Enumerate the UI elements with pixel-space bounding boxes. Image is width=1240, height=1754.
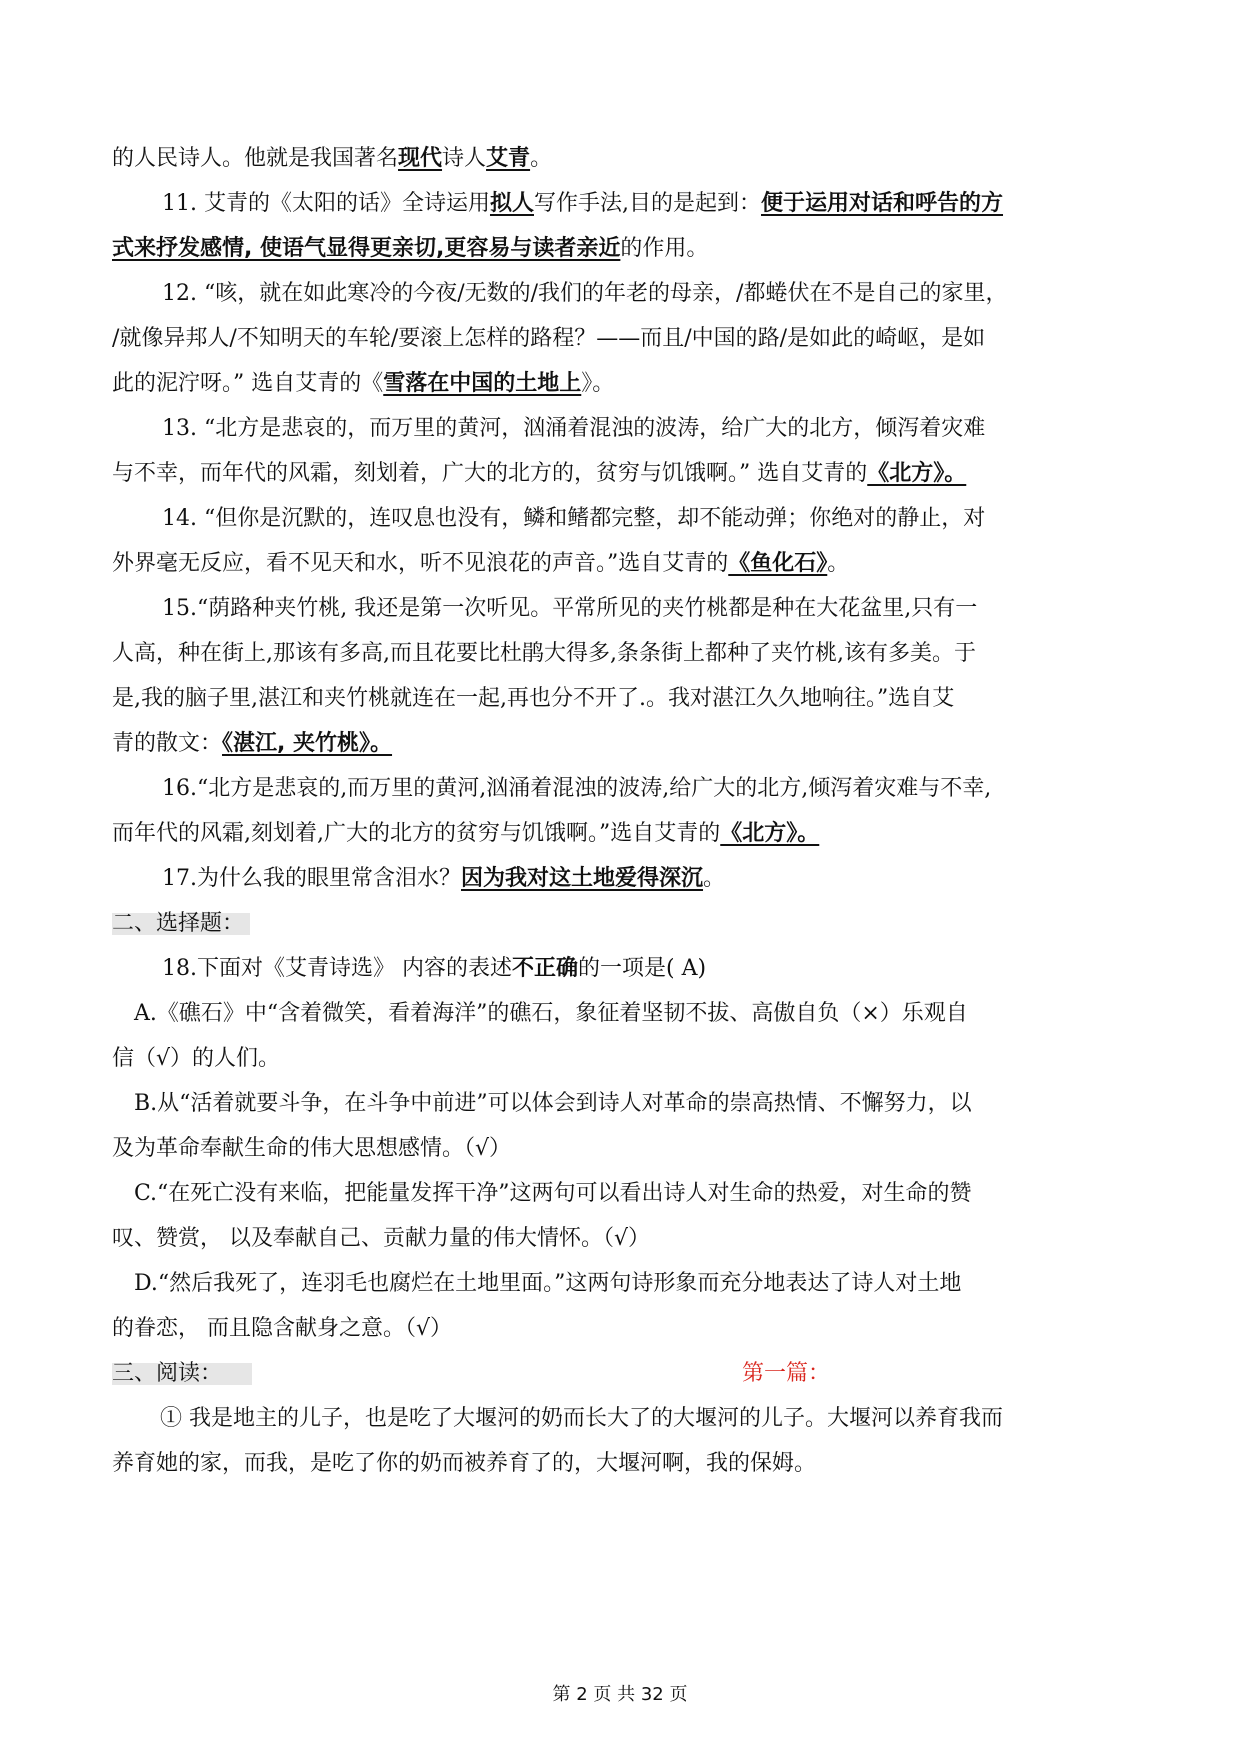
text: ① 我是地主的儿子，也是吃了大堰河的奶而长大了的大堰河的儿子。大堰河以养育我而 <box>160 1406 1003 1431</box>
text: 此的泥泞呀。” 选自艾青的《 <box>112 371 384 396</box>
part-title: 第一篇： <box>742 1361 831 1386</box>
text: 而年代的风霜,刻划着,广大的北方的贫穷与饥饿啊。”选自艾青的 <box>112 821 721 846</box>
text-line <box>112 733 1130 755</box>
text: 诗人 <box>442 146 487 171</box>
text-line <box>112 1318 1130 1340</box>
section-heading <box>112 1363 1130 1385</box>
text: C.“在死亡没有来临，把能量发挥干净”这两句可以看出诗人对生命的热爱，对生命的赞 <box>134 1181 972 1206</box>
text: 是,我的脑子里,湛江和夹竹桃就连在一起,再也分不开了.。我对湛江久久地响往。”选自艾 <box>112 686 955 711</box>
answer: 便于运用对话和呼告的方 <box>761 191 1004 216</box>
text-line <box>112 1228 1130 1250</box>
section-heading <box>112 913 1130 935</box>
text-line <box>112 1453 1130 1475</box>
text-line <box>112 823 1130 845</box>
page-footer: 第 2 页 共 32 页 <box>552 1684 688 1705</box>
text-line <box>112 373 1130 395</box>
text: 信（√）的人们。 <box>112 1046 281 1071</box>
text-line <box>112 238 1130 260</box>
section-title: 二、选择题： <box>112 913 250 935</box>
text: 及为革命奉献生命的伟大思想感情。（√） <box>112 1136 512 1161</box>
answer: 《北方》。 <box>867 461 967 486</box>
text: D.“然后我死了，连羽毛也腐烂在土地里面。”这两句诗形象而充分地表达了诗人对土地 <box>134 1271 962 1296</box>
question-13 <box>162 418 1130 440</box>
answer: 式来抒发感情, 使语气显得更亲切,更容易与读者亲近 <box>112 236 621 261</box>
emphasis: 不正确 <box>511 956 578 981</box>
answer: 艾青 <box>486 146 531 171</box>
text: 外界毫无反应，看不见天和水，听不见浪花的声音。”选自艾青的 <box>112 551 729 576</box>
text: 17.为什么我的眼里常含泪水？ <box>162 866 461 891</box>
option-c <box>134 1183 1130 1205</box>
question-18 <box>162 958 1130 980</box>
text: 人高，种在街上,那该有多高,而且花要比杜鹃大得多,条条街上都种了夹竹桃,该有多美。于 <box>112 641 976 666</box>
text-line <box>112 1138 1130 1160</box>
text: 的一项是( A) <box>578 956 707 981</box>
paragraph-1 <box>160 1408 1130 1430</box>
question-15 <box>162 598 1130 620</box>
answer: 《鱼化石》 <box>728 551 828 576</box>
text: B.从“活着就要斗争，在斗争中前进”可以体会到诗人对革命的崇高热情、不懈努力，以 <box>134 1091 972 1116</box>
text: 青的散文： <box>112 731 223 756</box>
text: 16.“北方是悲哀的,而万里的黄河,汹涌着混浊的波涛,给广大的北方,倾泻着灾难与不幸, <box>162 776 992 801</box>
text: 。 <box>703 866 726 891</box>
option-b <box>134 1093 1130 1115</box>
text: 15.“荫路种夹竹桃, 我还是第一次听见。平常所见的夹竹桃都是种在大花盆里,只有一 <box>162 596 978 621</box>
question-16 <box>162 778 1130 800</box>
text: 养育她的家，而我，是吃了你的奶而被养育了的，大堰河啊，我的保姆。 <box>112 1451 817 1476</box>
question-12 <box>162 283 1130 305</box>
answer: 《北方》。 <box>720 821 820 846</box>
text: 的作用。 <box>620 236 709 261</box>
section-title: 三、阅读： <box>112 1363 252 1385</box>
text: 12. “咳，就在如此寒冷的今夜/无数的/我们的年老的母亲，/都蜷伏在不是自己的家里， <box>162 281 1008 306</box>
text: 。 <box>827 551 850 576</box>
text-line <box>112 328 1130 350</box>
text-line <box>112 1048 1130 1070</box>
text: 14. “但你是沉默的，连叹息也没有，鳞和鳍都完整，却不能动弹；你绝对的静止，对 <box>162 506 986 531</box>
answer: 雪落在中国的土地上 <box>383 371 582 396</box>
text: 的人民诗人。他就是我国著名 <box>112 146 399 171</box>
answer: 因为我对这土地爱得深沉 <box>461 866 704 891</box>
text: 叹、赞赏， 以及奉献自己、贡献力量的伟大情怀。（√） <box>112 1226 651 1251</box>
text-line <box>112 553 1130 575</box>
text: 11. 艾青的《太阳的话》全诗运用 <box>162 191 490 216</box>
text: 18.下面对《艾青诗选》 内容的表述 <box>162 956 512 981</box>
question-11 <box>162 193 1130 215</box>
text-line <box>112 148 1130 170</box>
option-d <box>134 1273 1130 1295</box>
question-17 <box>162 868 1130 890</box>
text: A.《礁石》中“含着微笑，看着海洋”的礁石，象征着坚韧不拔、高傲自负（×）乐观自 <box>134 1001 968 1026</box>
answer: 拟人 <box>489 191 534 216</box>
option-a <box>134 1003 1130 1025</box>
text: /就像异邦人/不知明天的车轮/要滚上怎样的路程？——而且/中国的路/是如此的崎岖，是如 <box>112 326 986 351</box>
text: 》。 <box>581 371 615 396</box>
text: 13. “北方是悲哀的，而万里的黄河，汹涌着混浊的波涛，给广大的北方，倾泻着灾难 <box>162 416 986 441</box>
answer: 《湛江, 夹竹桃》。 <box>222 731 393 756</box>
answer: 现代 <box>398 146 443 171</box>
text-line <box>112 688 1130 710</box>
text-line <box>112 643 1130 665</box>
text-line <box>112 463 1130 485</box>
question-14 <box>162 508 1130 530</box>
text: 写作手法,目的是起到： <box>534 191 761 216</box>
text: 。 <box>530 146 553 171</box>
text: 的眷恋， 而且隐含献身之意。（√） <box>112 1316 453 1341</box>
text: 与不幸，而年代的风霜，刻划着，广大的北方的，贫穷与饥饿啊。” 选自艾青的 <box>112 461 868 486</box>
